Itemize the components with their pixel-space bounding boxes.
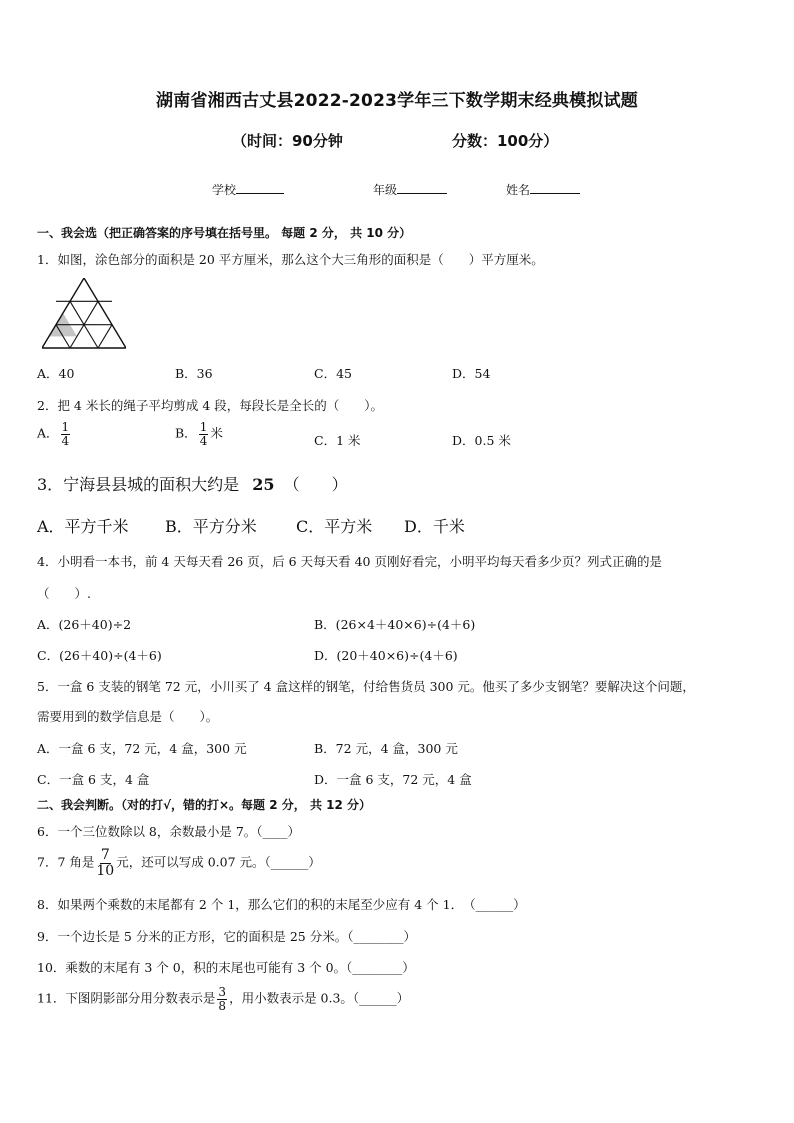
q4-option-b[interactable]: B．(26×4＋40×6)÷(4＋6): [314, 617, 476, 632]
page-title: 湖南省湘西古丈县2022-2023学年三下数学期末经典模拟试题: [156, 91, 638, 111]
question-4-paren: （ ）.: [37, 586, 91, 601]
exam-score: 分数：100分）: [452, 132, 559, 150]
question-4: 4．小明看一本书，前 4 天每天看 26 页，后 6 天每天看 40 页刚好看完，小明平均每天看多少页？列式正确的是: [37, 554, 662, 569]
q5-option-a[interactable]: A．一盒 6 支，72 元，4 盒，300 元: [37, 741, 247, 756]
q2-option-a[interactable]: A． $\frac{1}{4}$: [37, 420, 70, 448]
grade-label: 年级: [373, 183, 398, 197]
triangle-figure: [42, 278, 126, 350]
question-5: 5．一盒 6 支装的钢笔 72 元，小川买了 4 盒这样的钢笔，付给售货员 300 元。他买了多少支钢笔？要解决这个问题，: [37, 679, 695, 694]
q5-option-b[interactable]: B．72 元，4 盒，300 元: [314, 741, 458, 756]
fraction: $\frac{1}{4}$: [61, 420, 70, 448]
q1-option-d[interactable]: D．54: [452, 366, 491, 381]
question-9: 9．一个边长是 5 分米的正方形，它的面积是 25 分米。（________）: [37, 929, 416, 944]
fraction: $\frac{3}{8}$: [218, 985, 227, 1013]
question-2: 2．把 4 米长的绳子平均剪成 4 段，每段长是全长的（ ）。: [37, 398, 384, 413]
q4-option-d[interactable]: D．(20＋40×6)÷(4＋6): [314, 648, 458, 663]
school-label: 学校: [212, 183, 237, 197]
q3-option-b[interactable]: B．平方分米: [165, 517, 257, 536]
question-1: 1．如图，涂色部分的面积是 20 平方厘米，那么这个大三角形的面积是（ ）平方厘米。: [37, 252, 544, 267]
q2-option-d[interactable]: D．0.5 米: [452, 433, 511, 448]
q1-option-b[interactable]: B．36: [175, 366, 213, 381]
question-11: 11．下图阴影部分用分数表示是 $\frac{3}{8}$ ，用小数表示是 0.3。（______）: [37, 985, 410, 1013]
fraction: $\frac{7}{10}$: [96, 847, 115, 879]
question-8: 8．如果两个乘数的末尾都有 2 个 1，那么它们的积的末尾至少应有 4 个 1． （______）: [37, 897, 526, 912]
q4-option-a[interactable]: A．(26＋40)÷2: [37, 617, 132, 632]
question-7: 7．7 角是 $\frac{7}{10}$ 元，还可以写成 0.07 元。（______）: [37, 847, 321, 879]
school-field[interactable]: [212, 181, 284, 198]
q5-option-d[interactable]: D．一盒 6 支，72 元，4 盒: [314, 772, 472, 787]
fraction: $\frac{1}{4}$: [199, 420, 208, 448]
name-label: 姓名: [506, 183, 531, 197]
name-field[interactable]: [506, 181, 580, 198]
q1-option-c[interactable]: C．45: [314, 366, 352, 381]
question-5-line2: 需要用到的数学信息是（ ）。: [37, 709, 219, 724]
section2-heading: 二、我会判断。（对的打√，错的打×。每题 2 分， 共 12 分）: [37, 798, 371, 812]
section1-heading: 一、我会选（把正确答案的序号填在括号里。 每题 2 分， 共 10 分）: [37, 226, 412, 240]
exam-time: （时间：90分钟: [232, 132, 343, 150]
question-6: 6．一个三位数除以 8，余数最小是 7。（____）: [37, 824, 301, 839]
q2-option-c[interactable]: C．1 米: [314, 433, 361, 448]
q3-option-d[interactable]: D．千米: [404, 517, 465, 536]
q2-option-b[interactable]: B． $\frac{1}{4}$ 米: [175, 420, 223, 448]
q5-option-c[interactable]: C．一盒 6 支，4 盒: [37, 772, 150, 787]
q3-option-c[interactable]: C．平方米: [296, 517, 373, 536]
q4-option-c[interactable]: C．(26＋40)÷(4＋6): [37, 648, 162, 663]
q3-option-a[interactable]: A．平方千米: [37, 517, 129, 536]
question-3: 3．宁海县县城的面积大约是 25 （ ）: [37, 475, 348, 494]
question-10: 10．乘数的末尾有 3 个 0，积的末尾也可能有 3 个 0。（________）: [37, 960, 415, 975]
grade-field[interactable]: [373, 181, 447, 198]
q1-option-a[interactable]: A．40: [37, 366, 75, 381]
